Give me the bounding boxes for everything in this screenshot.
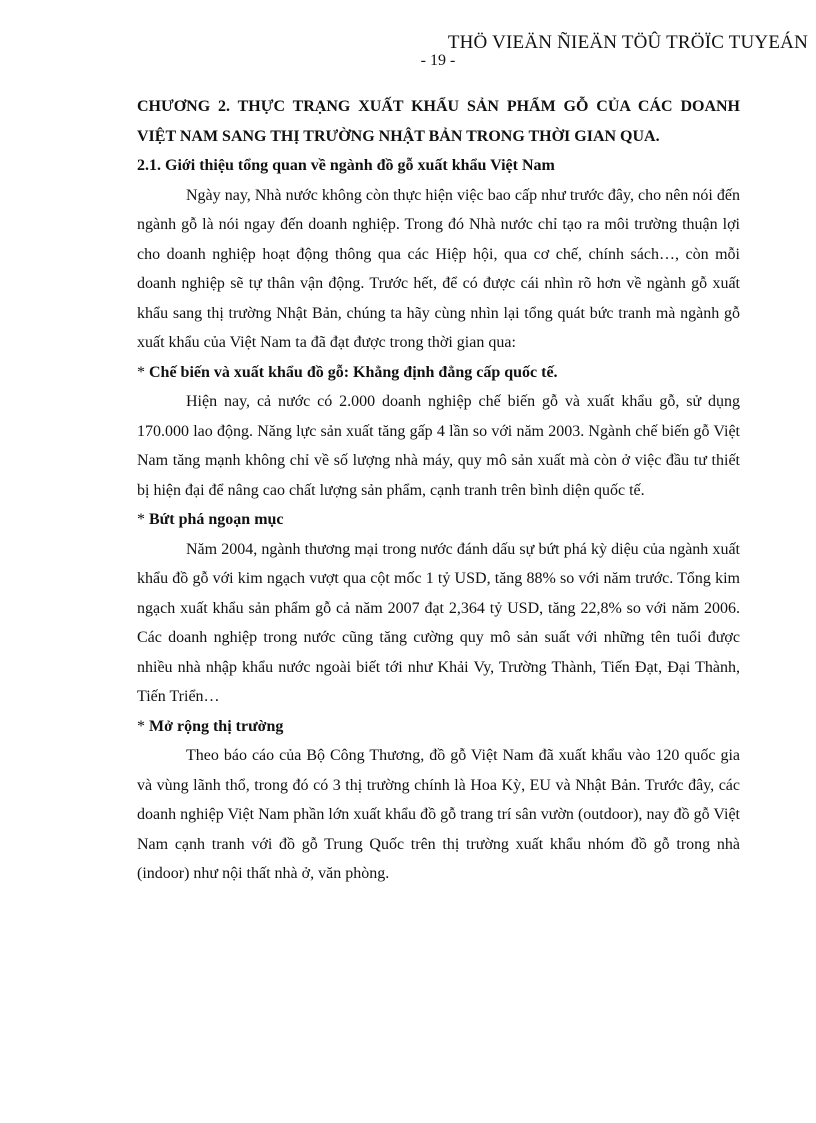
subsection-star: * xyxy=(137,363,149,381)
subsection-star: * xyxy=(137,511,149,528)
subsection-paragraph: Theo báo cáo của Bộ Công Thương, đồ gỗ Việt Nam đã xuất khẩu vào 120 quốc gia và vùng lãnh thổ, trong đó có 3 thị trường chính là Hoa Kỳ, EU và Nhật Bản. Trước đây, các doanh nghiệp Việt Nam phần lớn xuất khẩu đồ gỗ trang trí sân vườn (outdoor), nay đồ gỗ Việt Nam cạnh tranh với đồ gỗ Trung Quốc trên thị trường xuất khẩu nhóm đồ gỗ trong nhà (indoor) như nội thất nhà ở, văn phòng. xyxy=(137,747,740,882)
subsection-title: Chế biến và xuất khẩu đồ gỗ: Khẳng định đẳng cấp quốc tế. xyxy=(149,363,558,381)
subsection-star: * xyxy=(137,717,149,735)
subsection-title: Bứt phá ngoạn mục xyxy=(149,511,284,528)
subsection-heading xyxy=(137,505,740,535)
subsection-paragraph: Hiện nay, cả nước có 2.000 doanh nghiệp chế biến gỗ và xuất khẩu gỗ, sử dụng 170.000 lao động. Năng lực sản xuất tăng gấp 4 lần so với năm 2003. Ngành chế biến gỗ Việt Nam tăng mạnh không chỉ về số lượng nhà máy, quy mô sản xuất mà còn ở việc đầu tư thiết bị hiện đại để nâng cao chất lượng sản phẩm, cạnh tranh trên bình diện quốc tế. xyxy=(137,393,740,499)
subsection-heading xyxy=(137,712,740,742)
subsection-paragraph: Năm 2004, ngành thương mại trong nước đánh dấu sự bứt phá kỳ diệu của ngành xuất khẩu đồ gỗ với kim ngạch vượt qua cột mốc 1 tỷ USD, tăng 88% so với năm trước. Tổng kim ngạch xuất khẩu sản phẩm gỗ cả năm 2007 đạt 2,364 tỷ USD, tăng 22,8% so với năm 2006. Các doanh nghiệp trong nước cũng tăng cường quy mô sản suất với những tên tuổi được nhiều nhà nhập khẩu nước ngoài biết tới như Khải Vy, Trường Thành, Tiến Đạt, Đại Thành, Tiến Triển… xyxy=(137,540,740,705)
header-watermark: THÖ VIEÄN ÑIEÄN TÖÛ TRÖÏC TUYEÁN xyxy=(447,32,808,53)
page-number: - 19 - xyxy=(420,52,456,69)
intro-paragraph: Ngày nay, Nhà nước không còn thực hiện việc bao cấp như trước đây, cho nên nói đến ngành gỗ là nói ngay đến doanh nghiệp. Trong đó Nhà nước chỉ tạo ra môi trường thuận lợi cho doanh nghiệp hoạt động thông qua các Hiệp hội, qua cơ chế, chính sách…, còn mỗi doanh nghiệp sẽ tự thân vận động. Trước hết, để có được cái nhìn rõ hơn về ngành gỗ xuất khẩu sang thị trường Nhật Bản, chúng ta hãy cùng nhìn lại tổng quát bức tranh mà ngành gỗ xuất khẩu của Việt Nam ta đã đạt được trong thời gian qua: xyxy=(137,186,740,351)
document-body xyxy=(137,92,740,889)
subsection-title: Mở rộng thị trường xyxy=(149,717,284,735)
section-title: 2.1. Giới thiệu tổng quan về ngành đồ gỗ xuất khẩu Việt Nam xyxy=(137,157,555,174)
subsection-heading xyxy=(137,358,740,388)
chapter-title: CHƯƠNG 2. THỰC TRẠNG XUẤT KHẨU SẢN PHẨM GỖ CỦA CÁC DOANH VIỆT NAM SANG THỊ TRƯỜNG NHẬT BẢN TRONG THỜI GIAN QUA. xyxy=(137,98,740,145)
